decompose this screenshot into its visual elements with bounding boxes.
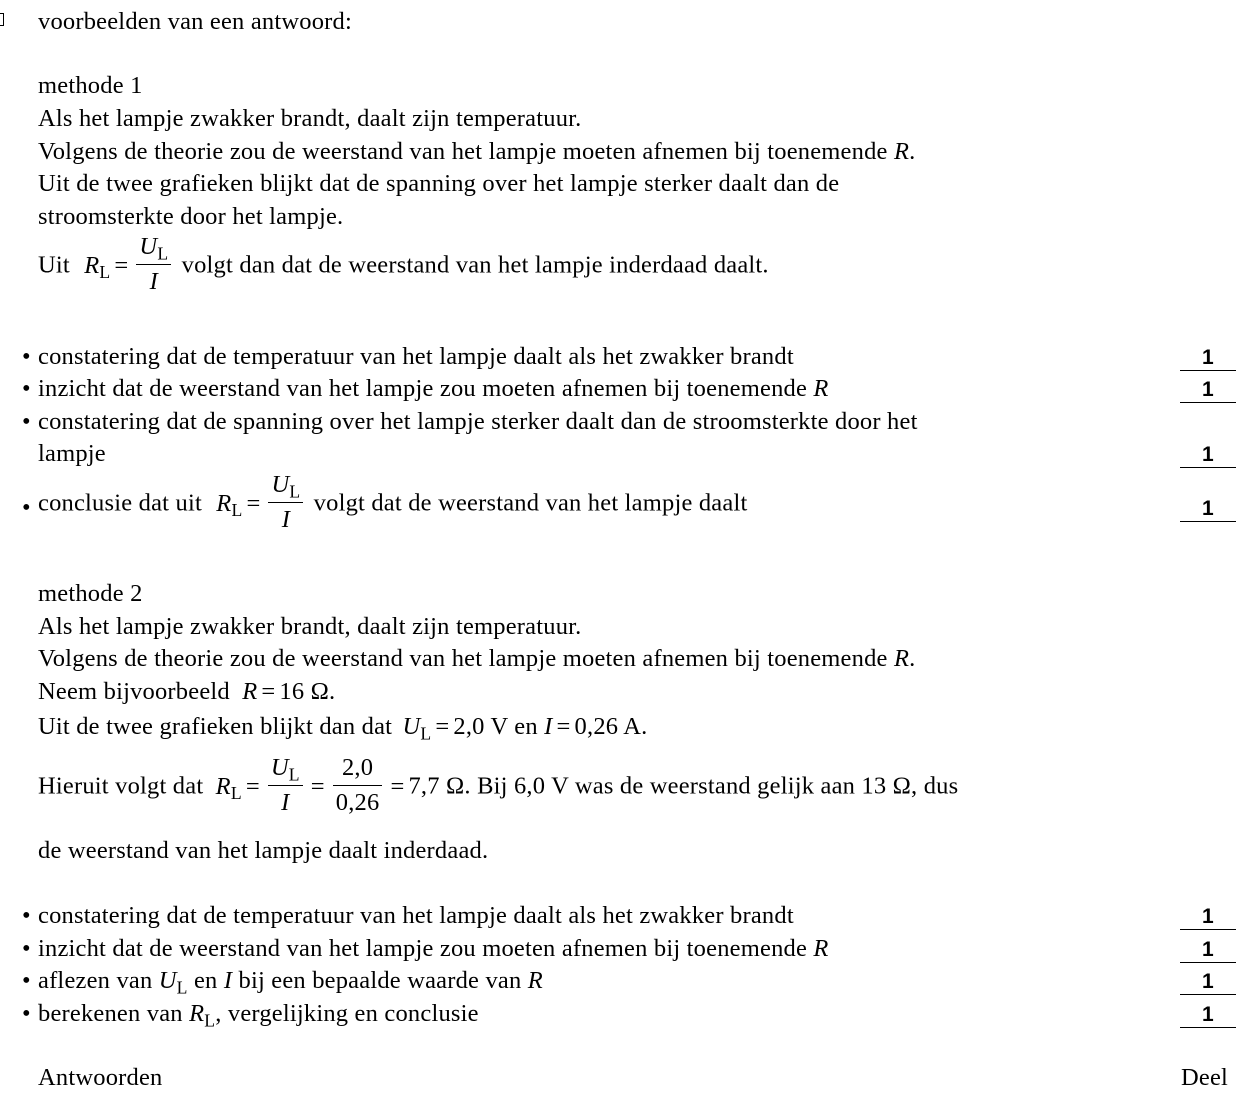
method-1-criterion-4: conclusie dat uit $R_L$ = $\frac{U_L}{I}$ volgt dat de weerstand van het lampje daalt <box>38 471 748 533</box>
method-1-criterion-2: inzicht dat de weerstand van het lampje zou moeten afnemen bij toenemende R <box>38 375 829 402</box>
score-m1-1: 1 <box>1180 347 1236 371</box>
calc-fraction-2: $\frac{2,0}{0,26}$ <box>333 755 383 817</box>
method-2-criterion-2: inzicht dat de weerstand van het lampje zou moeten afnemen bij toenemende R <box>38 935 829 962</box>
intro-text: voorbeelden van een antwoord: <box>38 8 352 35</box>
score-m2-1: 1 <box>1180 906 1236 930</box>
method-2-criterion-1: constatering dat de temperatuur van het lampje daalt als het zwakker brandt <box>38 902 794 929</box>
footer-right: Deel <box>1181 1064 1229 1091</box>
method-2-line-3: Neem bijvoorbeeld R = 16 Ω. <box>38 678 336 705</box>
method-2-line-6: de weerstand van het lampje daalt inderdaad. <box>38 837 489 864</box>
footer-left: Antwoorden <box>38 1064 163 1091</box>
criterion-fraction: $\frac{U_L}{I}$ <box>268 472 303 534</box>
margin-marker-icon <box>0 13 4 26</box>
score-m1-4: 1 <box>1180 498 1236 522</box>
score-m1-2: 1 <box>1180 379 1236 403</box>
score-m1-3: 1 <box>1180 444 1236 468</box>
method-2-line-5: Hieruit volgt dat $R_L$ = $\frac{U_L}{I}$ = $\frac{2,0}{0,26}$ = 7,7 Ω. Bij 6,0 V was de weerstand gelijk aan 13 Ω, dus <box>38 754 959 816</box>
method-2-heading: methode 2 <box>38 580 143 607</box>
method-1-criterion-1: constatering dat de temperatuur van het lampje daalt als het zwakker brandt <box>38 343 794 370</box>
score-m2-2: 1 <box>1180 939 1236 963</box>
method-2-line-2: Volgens de theorie zou de weerstand van het lampje moeten afnemen bij toenemende R. <box>38 645 916 672</box>
score-m2-4: 1 <box>1180 1004 1236 1028</box>
method-1-line-3: Uit de twee grafieken blijkt dat de spanning over het lampje sterker daalt dan de <box>38 170 840 197</box>
method-1-line-1: Als het lampje zwakker brandt, daalt zijn temperatuur. <box>38 105 582 132</box>
method-1-heading: methode 1 <box>38 72 143 99</box>
method-2-line-1: Als het lampje zwakker brandt, daalt zijn temperatuur. <box>38 613 582 640</box>
method-1-formula-line: Uit $R_L$ = $\frac{U_L}{I}$ volgt dan dat de weerstand van het lampje inderdaad daalt. <box>38 233 769 295</box>
calc-fraction-1: $\frac{U_L}{I}$ <box>268 755 303 817</box>
score-m2-3: 1 <box>1180 971 1236 995</box>
method-2-criterion-4: berekenen van $R_L$, vergelijking en conclusie <box>38 1000 479 1031</box>
method-2-criterion-3: aflezen van $U_L$ en I bij een bepaalde waarde van R <box>38 967 543 998</box>
method-1-criterion-3-cont: lampje <box>38 440 106 467</box>
method-1-line-2: Volgens de theorie zou de weerstand van het lampje moeten afnemen bij toenemende R. <box>38 138 916 165</box>
formula-fraction: $\frac{U_L}{I}$ <box>136 234 171 296</box>
method-1-line-4: stroomsterkte door het lampje. <box>38 203 344 230</box>
method-1-criterion-3: constatering dat de spanning over het lampje sterker daalt dan de stroomsterkte door het <box>38 408 918 435</box>
method-2-line-4: Uit de twee grafieken blijkt dan dat $U_L = 2,0$ V en I = 0,26 A. <box>38 713 648 744</box>
